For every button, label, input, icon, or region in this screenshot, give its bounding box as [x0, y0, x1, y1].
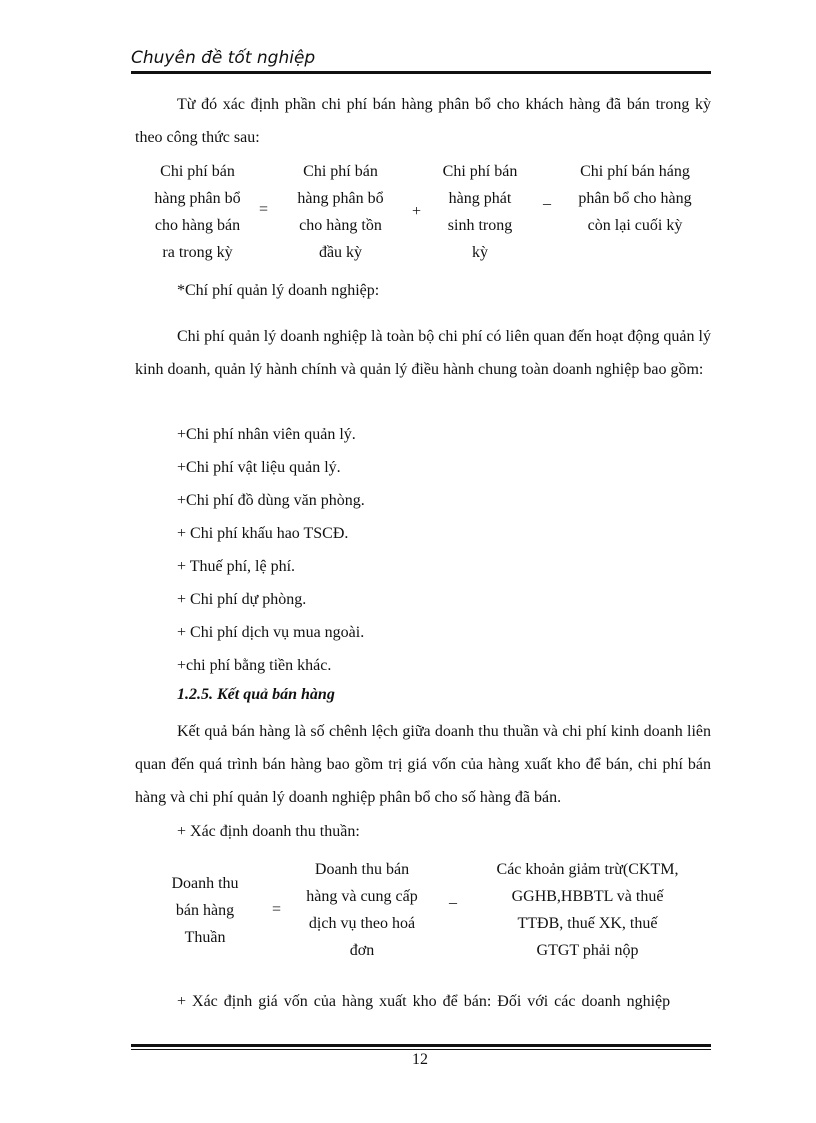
cost-item: +Chi phí nhân viên quản lý.: [177, 426, 356, 443]
formula1-term2: [425, 158, 535, 266]
formula2-equals-sign: =: [272, 901, 282, 918]
cost-item: + Chi phí dự phòng.: [177, 591, 307, 608]
formula1-lhs-line: hàng phân bổ: [154, 190, 241, 207]
formula1-term1-line: đầu kỳ: [318, 244, 363, 261]
cost-of-goods-paragraph: + Xác định giá vốn của hàng xuất kho để bán: Đối với các doanh nghiệp: [177, 993, 671, 1010]
cost-item: +Chi phí đồ dùng văn phòng.: [177, 492, 365, 509]
formula2-term1-line: dịch vụ theo hoá: [308, 915, 416, 932]
net-revenue-intro: + Xác định doanh thu thuần:: [177, 823, 360, 840]
formula2-term2-line: Các khoản giảm trừ(CKTM,: [496, 861, 679, 878]
sales-result-paragraph: Kết quả bán hàng là số chênh lệch giữa doanh thu thuần và chi phí kinh doanh liên quan đến quá trình bán hàng bao gồm trị giá vốn của hàng xuất kho để bán, chi phí bán hàng và chi phí quản lý doanh nghiệp phân bổ cho số hàng đã bán.: [135, 723, 711, 806]
formula1-term2-line: Chi phí bán: [442, 163, 518, 180]
intro-paragraph: Từ đó xác định phần chi phí bán hàng phân bổ cho khách hàng đã bán trong kỳ theo công thức sau:: [135, 96, 711, 146]
header-rule: [131, 71, 711, 74]
cost-item: + Chi phí khấu hao TSCĐ.: [177, 525, 349, 542]
formula2-lhs-line: Thuần: [184, 929, 226, 946]
formula1-lhs-line: ra trong kỳ: [162, 244, 233, 261]
formula2-term2: [470, 856, 705, 964]
footer-rule-thin: [131, 1049, 711, 1050]
footer-rule-thick: [131, 1044, 711, 1047]
formula2-minus-sign: _: [449, 889, 457, 906]
formula2-term1-line: đơn: [349, 942, 375, 959]
formula2-term1-line: Doanh thu bán: [314, 861, 410, 878]
page-number: 12: [412, 1051, 428, 1068]
formula1-equals-sign: =: [259, 201, 269, 218]
formula2-term1-line: hàng và cung cấp: [306, 888, 418, 905]
formula1-plus-sign: +: [412, 203, 422, 220]
cost-item: + Thuế phí, lệ phí.: [177, 558, 296, 575]
formula1-minus-sign: _: [543, 190, 551, 207]
formula1-term2-line: kỳ: [472, 244, 488, 261]
cpql-title: *Chí phí quản lý doanh nghiệp:: [177, 282, 380, 299]
formula1-term3: [560, 158, 710, 239]
cpql-definition-paragraph: Chi phí quản lý doanh nghiệp là toàn bộ chi phí có liên quan đến hoạt động quản lý kinh doanh, quản lý hành chính và quản lý điều hành chung toàn doanh nghiệp bao gồm:: [135, 328, 711, 378]
formula1-term1-line: Chi phí bán: [303, 163, 378, 180]
cost-item: + Chi phí dịch vụ mua ngoài.: [177, 624, 365, 641]
formula1-term3-line: Chi phí bán háng: [580, 163, 690, 180]
formula1-term1-line: hàng phân bổ: [297, 190, 384, 207]
formula1-lhs-line: Chi phí bán: [160, 163, 235, 180]
formula2-term2-line: GTGT phải nộp: [536, 942, 639, 959]
formula1-term3-line: còn lại cuối kỳ: [587, 217, 683, 234]
formula1-term3-line: phân bổ cho hàng: [578, 190, 692, 207]
formula1-term1-line: cho hàng tồn: [299, 217, 382, 234]
formula2-term2-line: TTĐB, thuế XK, thuế: [517, 915, 658, 932]
formula1-lhs-line: cho hàng bán: [154, 217, 241, 234]
formula1-term2-line: sinh trong: [447, 217, 513, 234]
formula1-term2-line: hàng phát: [448, 190, 512, 207]
running-header-title: Chuyên đề tốt nghiệp: [131, 48, 316, 68]
formula2-term1: [292, 856, 432, 964]
formula2-lhs: [150, 870, 260, 951]
formula2-lhs-line: Doanh thu: [171, 875, 239, 892]
formula1-term1: [278, 158, 403, 266]
formula2-term2-line: GGHB,HBBTL và thuế: [511, 888, 664, 905]
cost-item: +Chi phí vật liệu quản lý.: [177, 459, 341, 476]
formula1-lhs: [135, 158, 260, 266]
formula2-lhs-line: bán hàng: [175, 902, 235, 919]
section-heading: 1.2.5. Kết quả bán hàng: [177, 686, 335, 703]
cost-item: +chi phí bằng tiền khác.: [177, 657, 332, 674]
